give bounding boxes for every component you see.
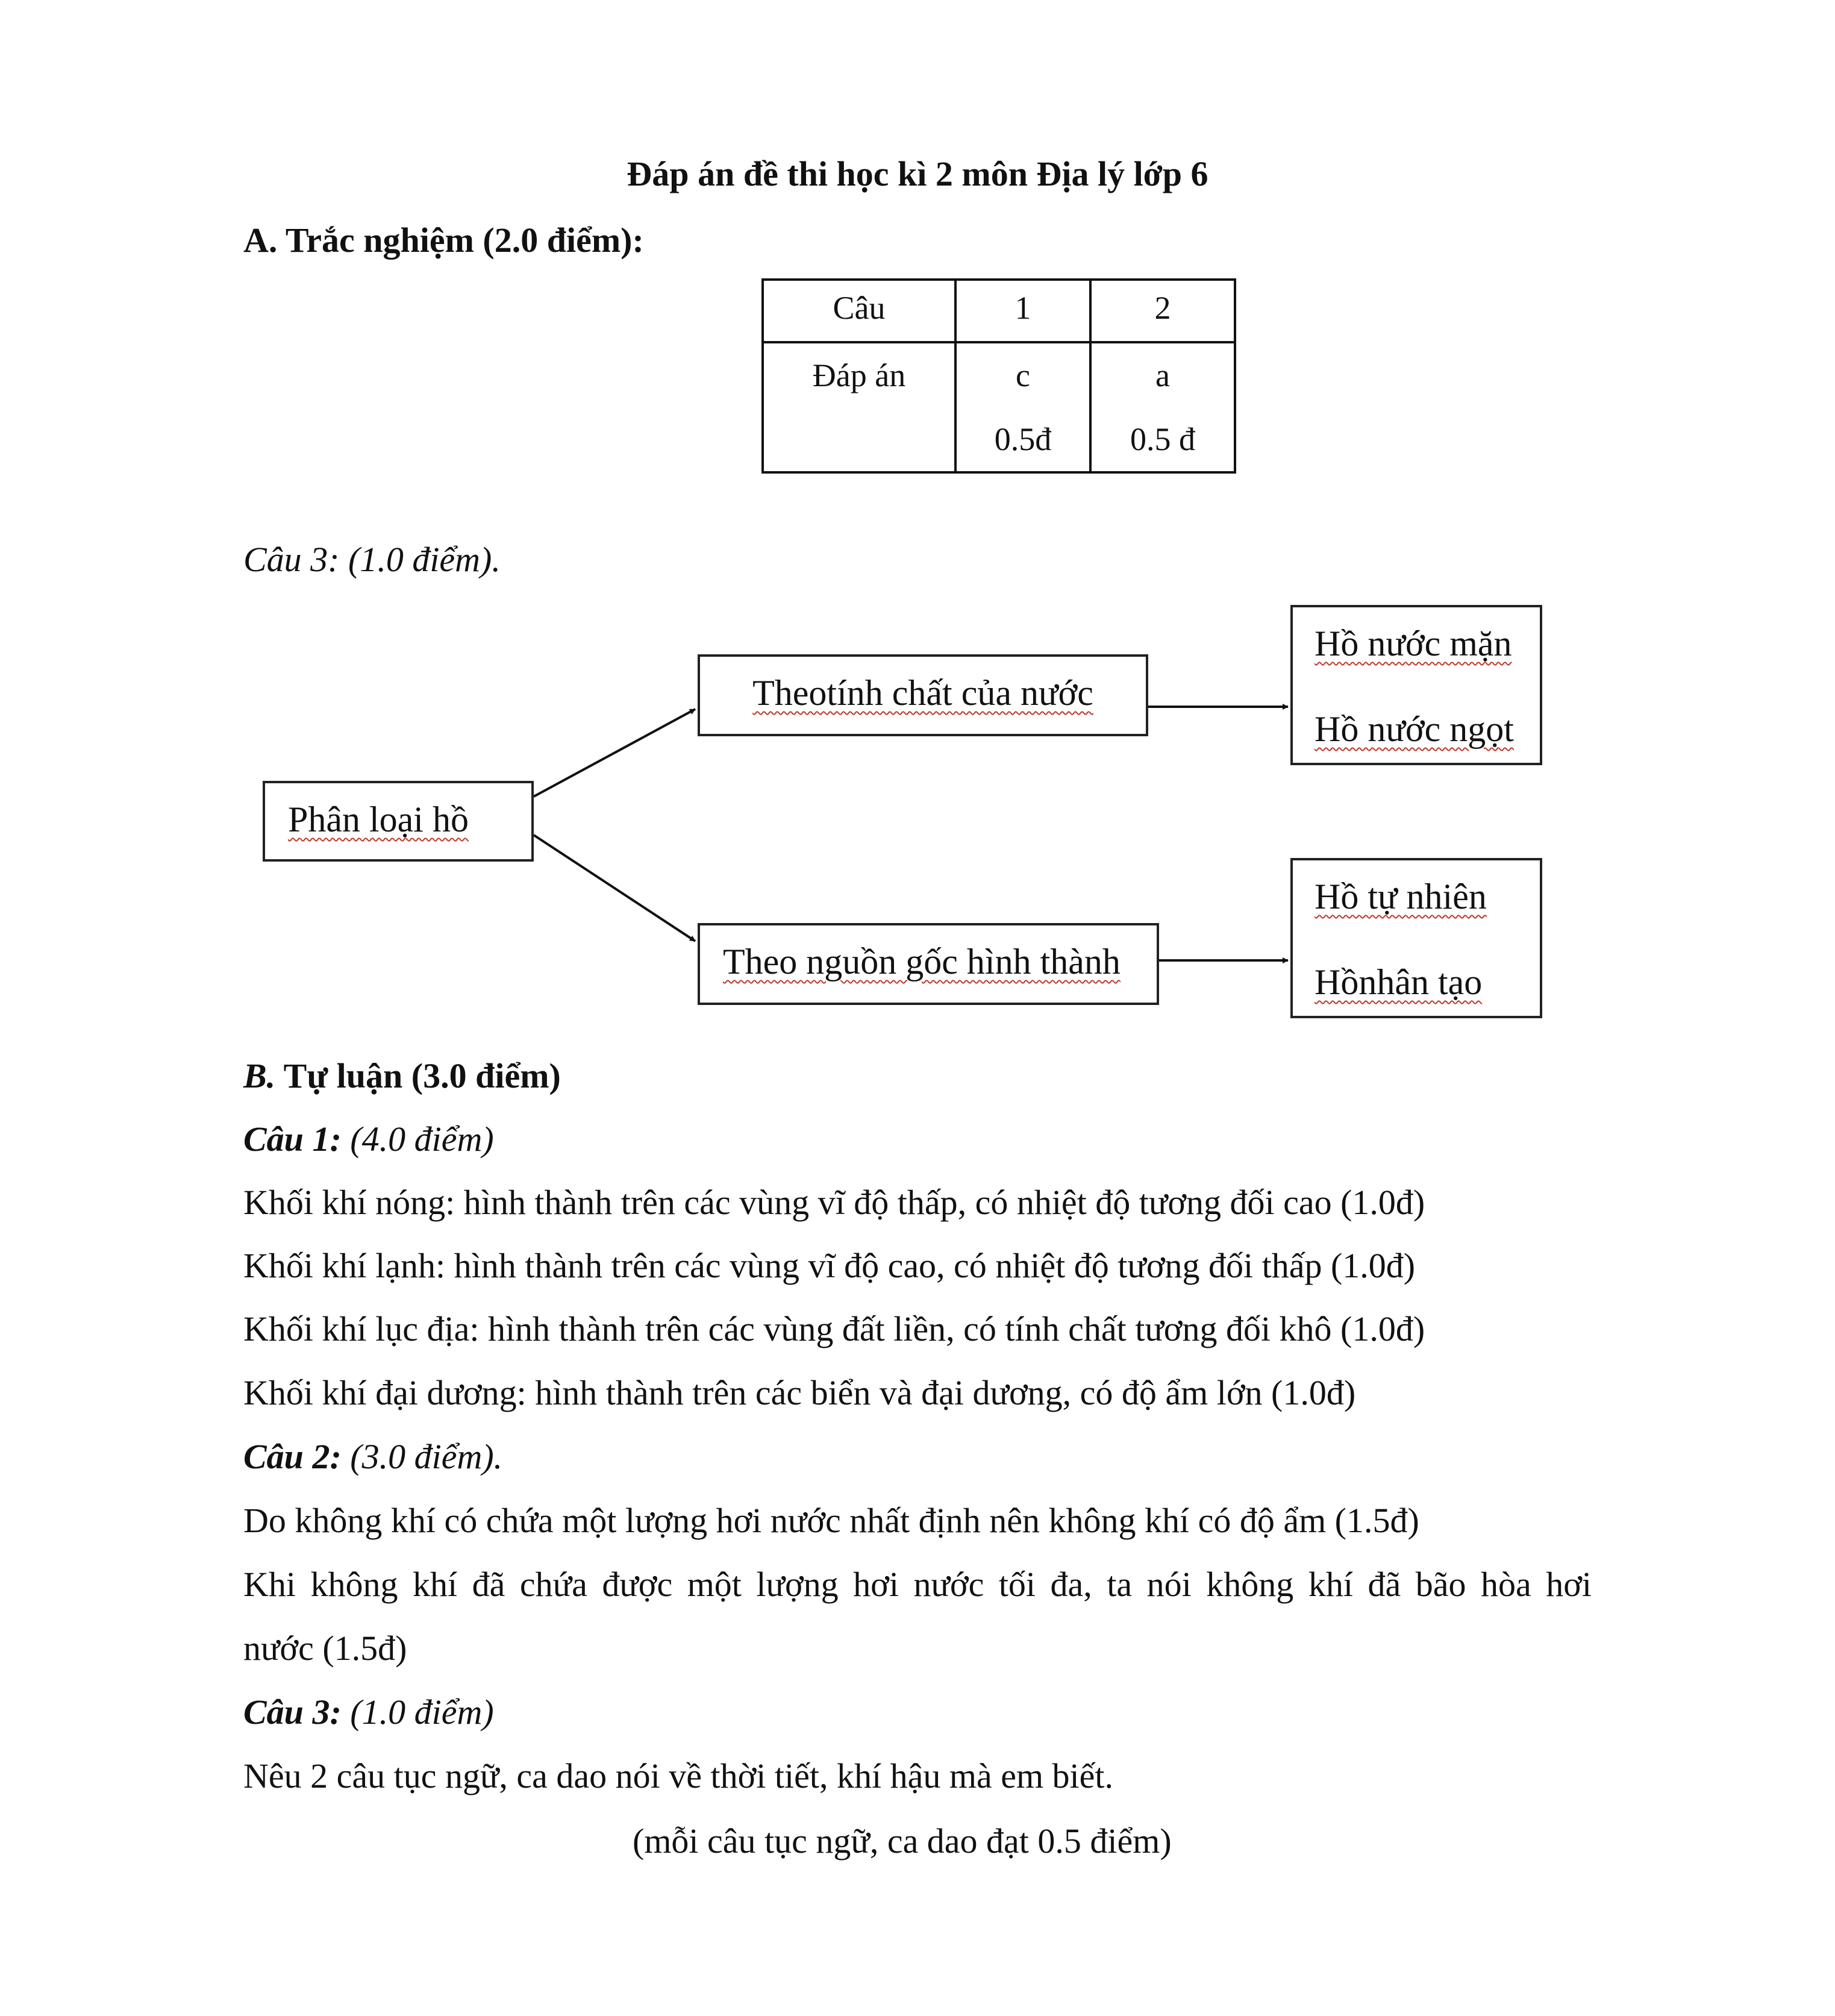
diagram-leaf-label: Hồ nước mặn xyxy=(1315,624,1512,663)
answer-value: c xyxy=(1016,357,1030,393)
diagram-leaf-label: Hồnhân tạo xyxy=(1315,962,1483,1002)
q3-note: (mỗi câu tục ngữ, ca dao đạt 0.5 điểm) xyxy=(633,1821,1172,1861)
q2-line: nước (1.5đ) xyxy=(243,1629,407,1668)
answer-points: 0.5đ xyxy=(994,421,1052,457)
q1-heading xyxy=(243,1119,494,1159)
diagram-branch1-box xyxy=(698,654,1148,736)
q1-line: Khối khí lạnh: hình thành trên các vùng vĩ độ cao, có nhiệt độ tương đối thấp (1.0đ) xyxy=(243,1246,1416,1285)
q3-label: Câu 3: xyxy=(243,1692,342,1732)
q2-heading xyxy=(243,1436,502,1477)
diagram-leaf-label: Hồ tự nhiên xyxy=(1315,877,1487,916)
diagram-root-box xyxy=(263,781,534,862)
q2-points: (3.0 điểm). xyxy=(341,1437,503,1476)
q3-heading xyxy=(243,1692,494,1732)
section-a-heading: A. Trắc nghiệm (2.0 điểm): xyxy=(243,221,644,260)
q3-points: (1.0 điểm) xyxy=(341,1692,494,1732)
diagram-leaf-label: Hồ nước ngọt xyxy=(1315,709,1514,749)
diagram-branch1-leaves-box xyxy=(1290,605,1542,765)
q2-line: Do không khí có chứa một lượng hơi nước nhất định nên không khí có độ ẩm (1.5đ) xyxy=(243,1501,1419,1540)
table-row-label: Đáp án xyxy=(763,342,955,472)
diagram-root-label: Phân loại hồ xyxy=(288,800,469,839)
arrow-root-to-branch2 xyxy=(534,835,695,941)
section-b-heading xyxy=(243,1056,561,1096)
q1-line: Khối khí nóng: hình thành trên các vùng vĩ độ thấp, có nhiệt độ tương đối cao (1.0đ) xyxy=(243,1183,1425,1222)
diagram-branch2-leaves-box xyxy=(1290,858,1542,1018)
section-b-prefix: B. xyxy=(243,1056,276,1095)
diagram-branch2-label: Theo nguồn gốc hình thành xyxy=(723,942,1121,981)
answer-value: a xyxy=(1155,357,1170,393)
cau3-label: Câu 3: (1.0 điểm). xyxy=(243,540,501,579)
q2-label: Câu 2: xyxy=(243,1437,342,1476)
q3-line: Nêu 2 câu tục ngữ, ca dao nói về thời tiết, khí hậu mà em biết. xyxy=(243,1756,1114,1795)
table-header-cell: 1 xyxy=(955,280,1090,342)
table-header-cell: 2 xyxy=(1090,280,1235,342)
q1-points: (4.0 điểm) xyxy=(341,1119,494,1159)
q1-line: Khối khí đại dương: hình thành trên các biển và đại dương, có độ ẩm lớn (1.0đ) xyxy=(243,1373,1356,1412)
page-title: Đáp án đề thi học kì 2 môn Địa lý lớp 6 xyxy=(627,154,1208,193)
q2-line: Khi không khí đã chứa được một lượng hơi nước tối đa, ta nói không khí đã bão hòa hơi xyxy=(243,1565,1592,1604)
diagram-branch1-label: Theotính chất của nước xyxy=(752,673,1093,713)
table-header-cell: Câu xyxy=(763,280,955,342)
q1-label: Câu 1: xyxy=(243,1119,342,1159)
q1-line: Khối khí lục địa: hình thành trên các vùng đất liền, có tính chất tương đối khô (1.0đ) xyxy=(243,1309,1425,1348)
diagram-branch2-box xyxy=(698,923,1159,1005)
arrow-root-to-branch1 xyxy=(534,709,695,797)
section-b-title: Tự luận (3.0 điểm) xyxy=(275,1056,561,1095)
answer-points: 0.5 đ xyxy=(1130,421,1195,457)
